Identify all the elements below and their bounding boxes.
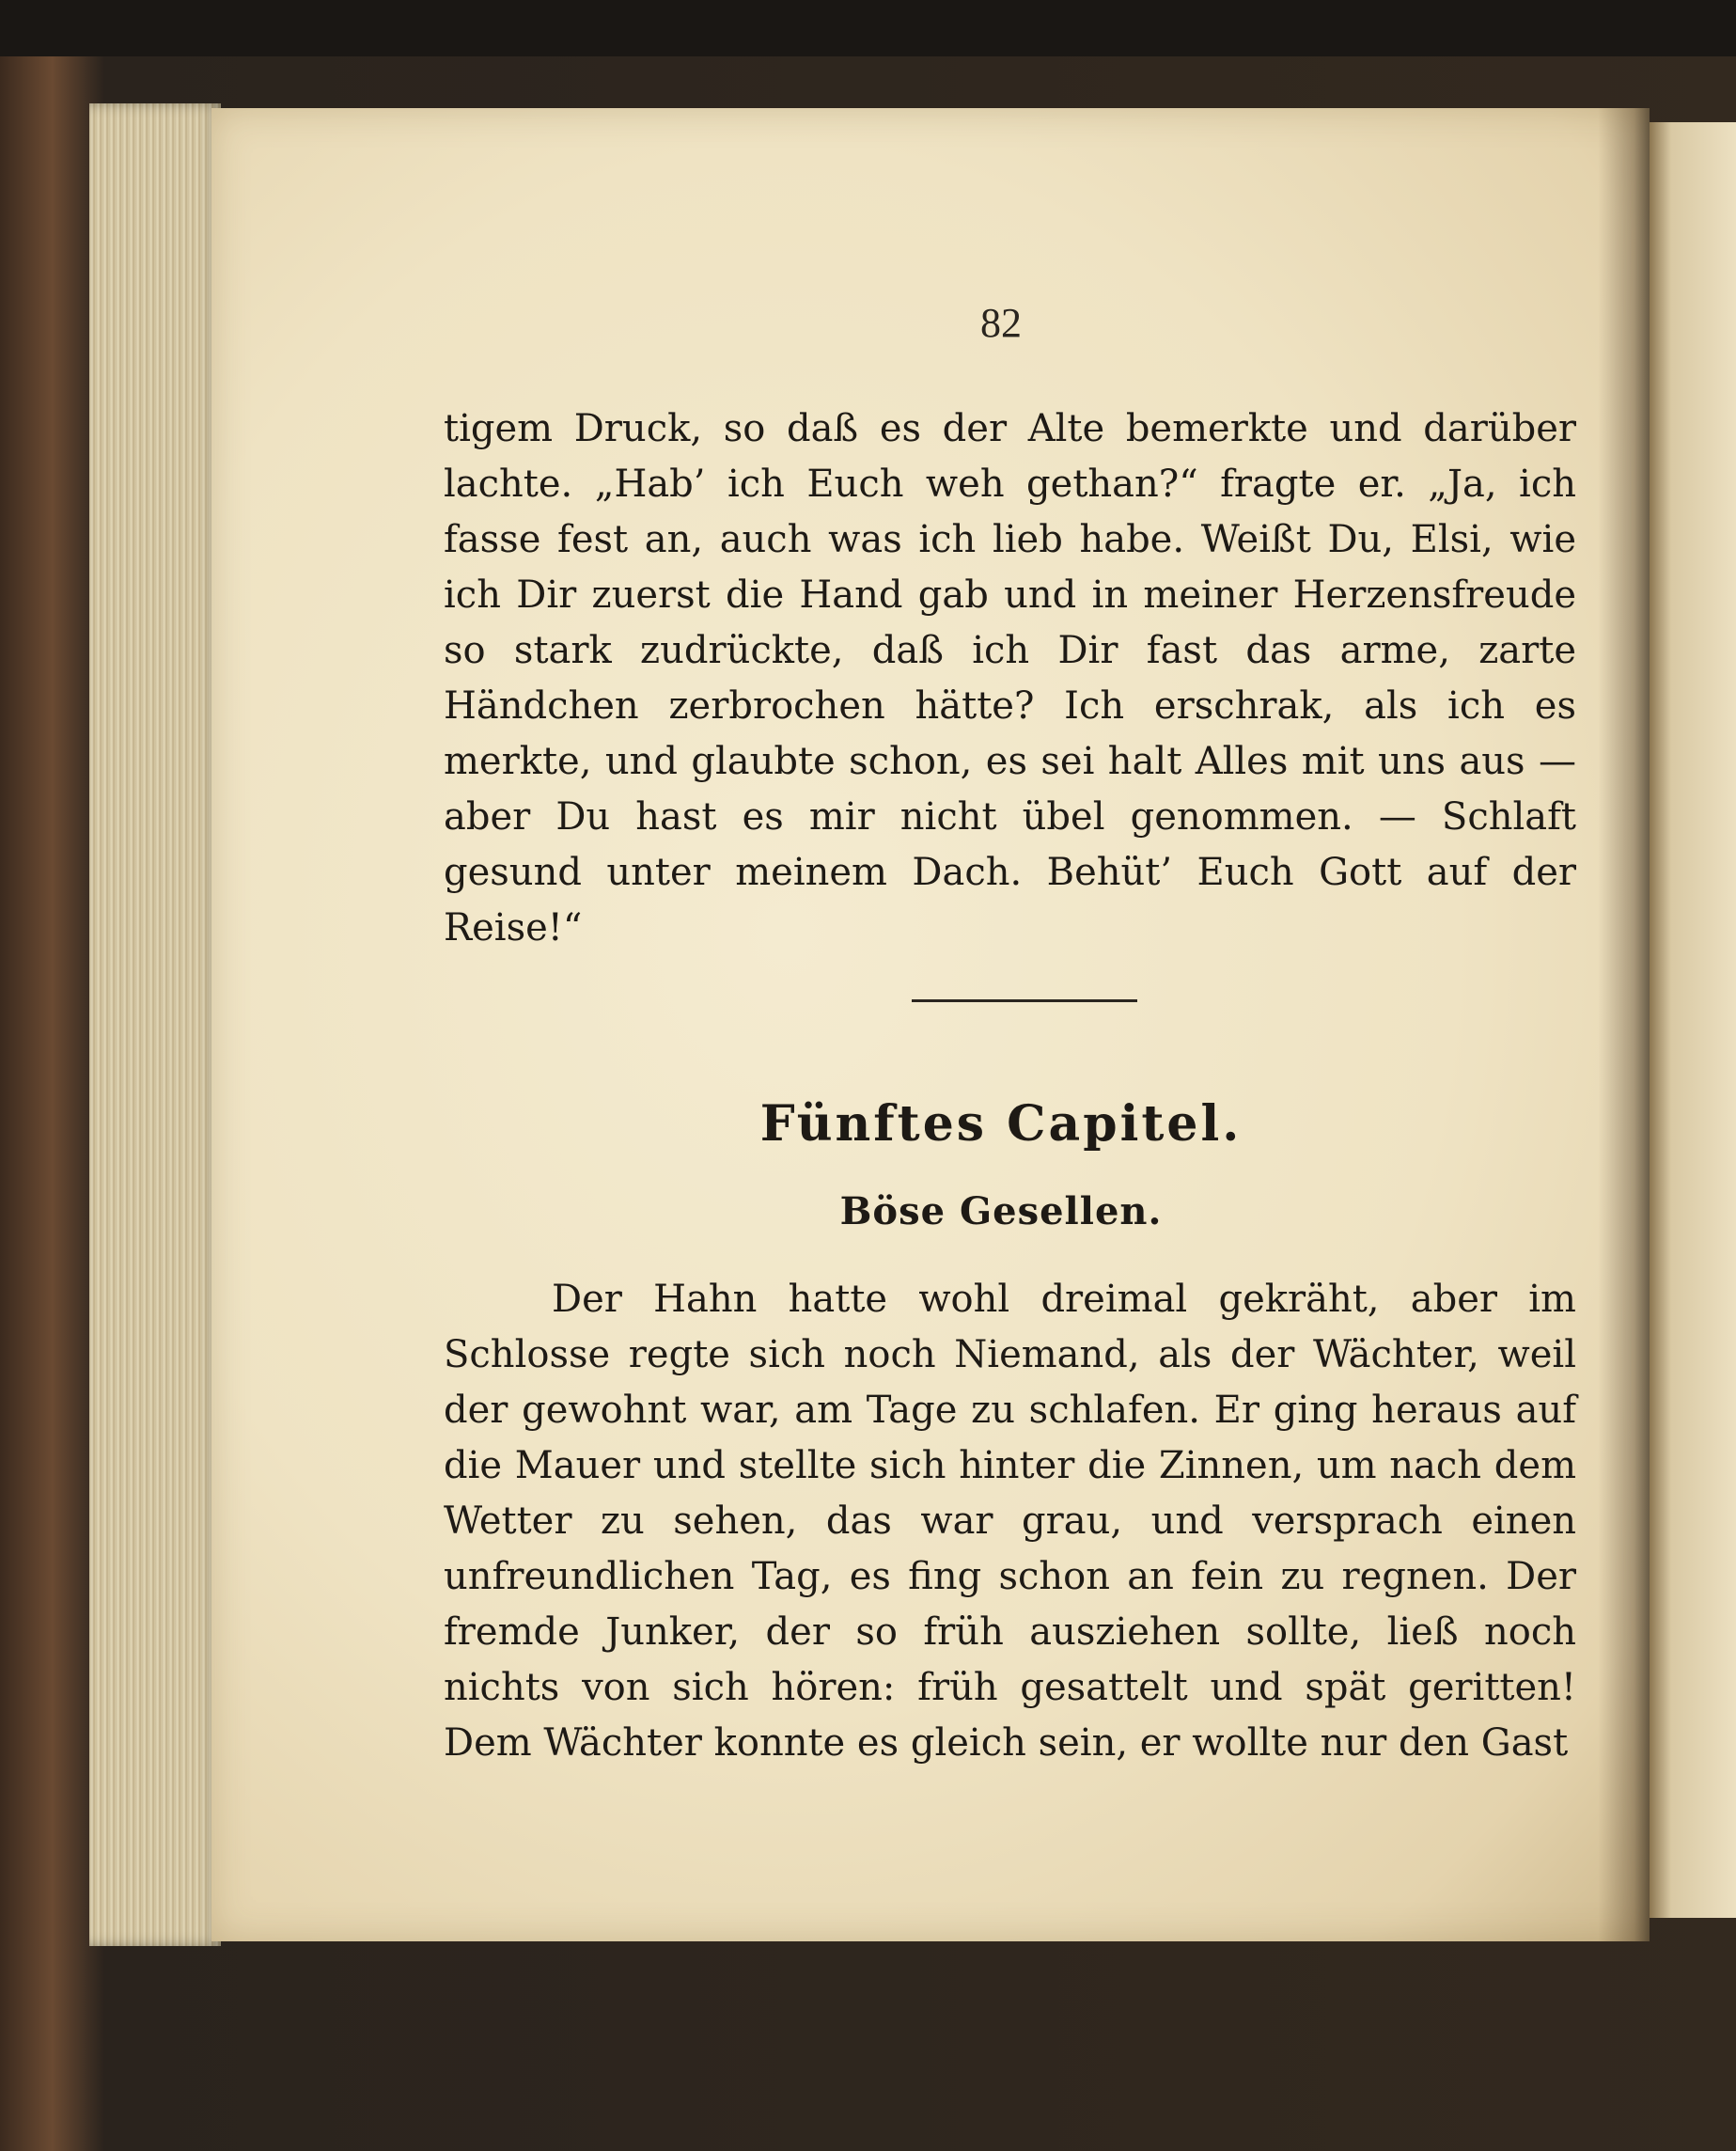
paragraph-2: Der Hahn hatte wohl dreimal gekräht, aber im Schlosse regte sich noch Niemand, als der Wächter, weil der gewohnt war, am Tage zu schlafen. Er ging heraus auf die Mauer und stellte sich hinter die Zinnen, um nach dem Wetter zu sehen, das war grau, und versprach einen unfreundlichen Tag, es fing schon an fein zu regnen. Der fremde Junker, der so früh ausziehen sollte, ließ noch nichts von sich hören: früh gesattelt und spät geritten! Dem Wächter konnte es gleich sein, er wollte nur den Gast xyxy=(444,1278,1576,1765)
page-number: 82 xyxy=(980,300,1022,346)
chapter-title: Fünftes Capitel. xyxy=(759,1095,1243,1153)
page-edges xyxy=(89,103,221,1946)
section-divider xyxy=(912,999,1137,1002)
chapter-subtitle: Böse Gesellen. xyxy=(839,1189,1163,1233)
facing-page-edge xyxy=(1650,122,1736,1918)
book-gutter xyxy=(1598,108,1650,1941)
paragraph-1: tigem Druck, so daß es der Alte bemerkte und darüber lachte. „Hab’ ich Euch weh gethan?“ fragte er. „Ja, ich fasse fest an, auch was ich lieb habe. Weißt Du, Elsi, wie ich Dir zuerst die Hand gab und in meiner Herzensfreude so stark zudrückte, daß ich Dir fast das arme, zarte Händchen zerbrochen hätte? Ich erschrak, als ich es merkte, und glaubte schon, es sei halt Alles mit uns aus — aber Du hast es mir nicht übel genommen. — Schlaft gesund unter meinem Dach. Behüt’ Euch Gott auf der Reise!“ xyxy=(444,407,1576,950)
